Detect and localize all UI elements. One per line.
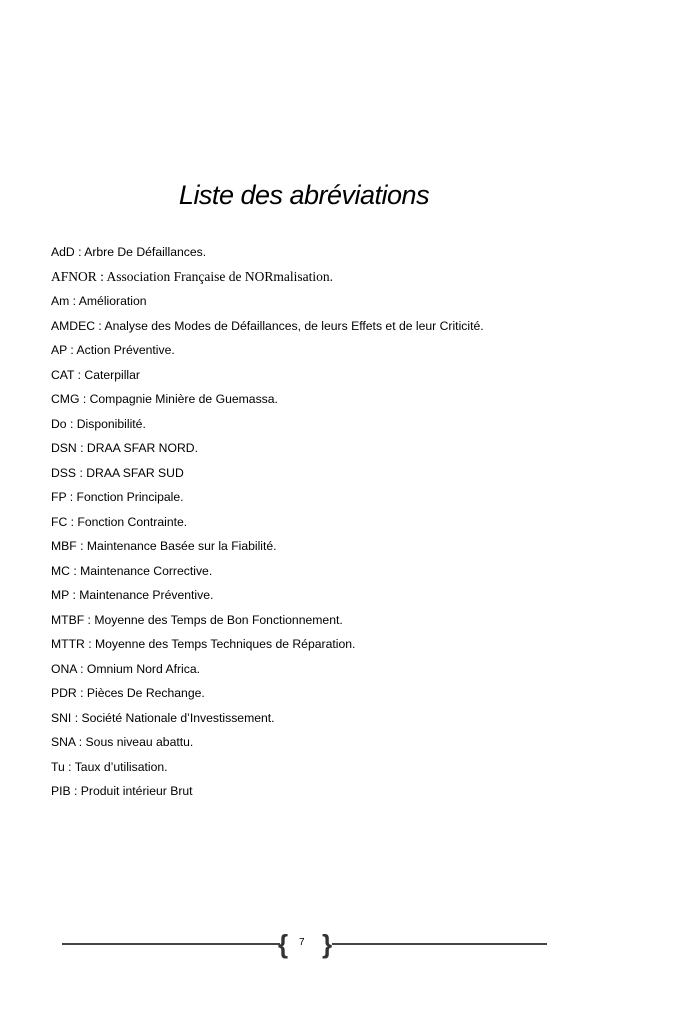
abbreviation-item: FC : Fonction Contrainte. (51, 514, 188, 529)
page-title: Liste des abréviations (178, 180, 430, 210)
abbreviation-item: PIB : Produit intérieur Brut (51, 784, 193, 798)
footer-line-right (332, 943, 547, 945)
abbreviation-item: Am : Amélioration (51, 294, 147, 308)
right-brace-icon: } (322, 929, 333, 959)
abbreviation-item: SNA : Sous niveau abattu. (51, 735, 194, 749)
abbreviation-item: SNI : Société Nationale d’Investissement. (51, 710, 275, 725)
footer-line-left (62, 943, 280, 945)
abbreviation-item: AP : Action Préventive. (51, 343, 175, 357)
abbreviation-item: AdD : Arbre De Défaillances. (51, 245, 207, 259)
page-number: 7 (299, 937, 305, 948)
abbreviation-item: AMDEC : Analyse des Modes de Défaillances, de leurs Effets et de leur Criticité. (51, 318, 484, 333)
abbreviation-item: MBF : Maintenance Basée sur la Fiabilité. (51, 539, 277, 553)
abbreviation-item: MC : Maintenance Corrective. (51, 563, 213, 578)
abbreviation-item: MTTR : Moyenne des Temps Techniques de Réparation. (51, 637, 356, 651)
abbreviation-item: ONA : Omnium Nord Africa. (51, 661, 200, 676)
abbreviation-item: DSN : DRAA SFAR NORD. (51, 441, 198, 455)
abbreviation-item: AFNOR : Association Française de NORmalisation. (51, 268, 333, 284)
abbreviation-item: DSS : DRAA SFAR SUD (51, 465, 184, 480)
abbreviation-item: CAT : Caterpillar (51, 367, 140, 382)
abbreviation-item: Do : Disponibilité. (51, 416, 146, 431)
abbreviation-item: CMG : Compagnie Minière de Guemassa. (51, 392, 278, 406)
left-brace-icon: { (278, 929, 289, 959)
abbreviation-item: FP : Fonction Principale. (51, 490, 184, 504)
abbreviation-item: MTBF : Moyenne des Temps de Bon Fonctionnement. (51, 612, 343, 627)
abbreviation-item: PDR : Pièces De Rechange. (51, 686, 205, 700)
page-footer (62, 930, 547, 958)
abbreviation-list (51, 243, 484, 807)
abbreviation-item: Tu : Taux d’utilisation. (51, 759, 168, 774)
abbreviation-item: MP : Maintenance Préventive. (51, 588, 214, 602)
